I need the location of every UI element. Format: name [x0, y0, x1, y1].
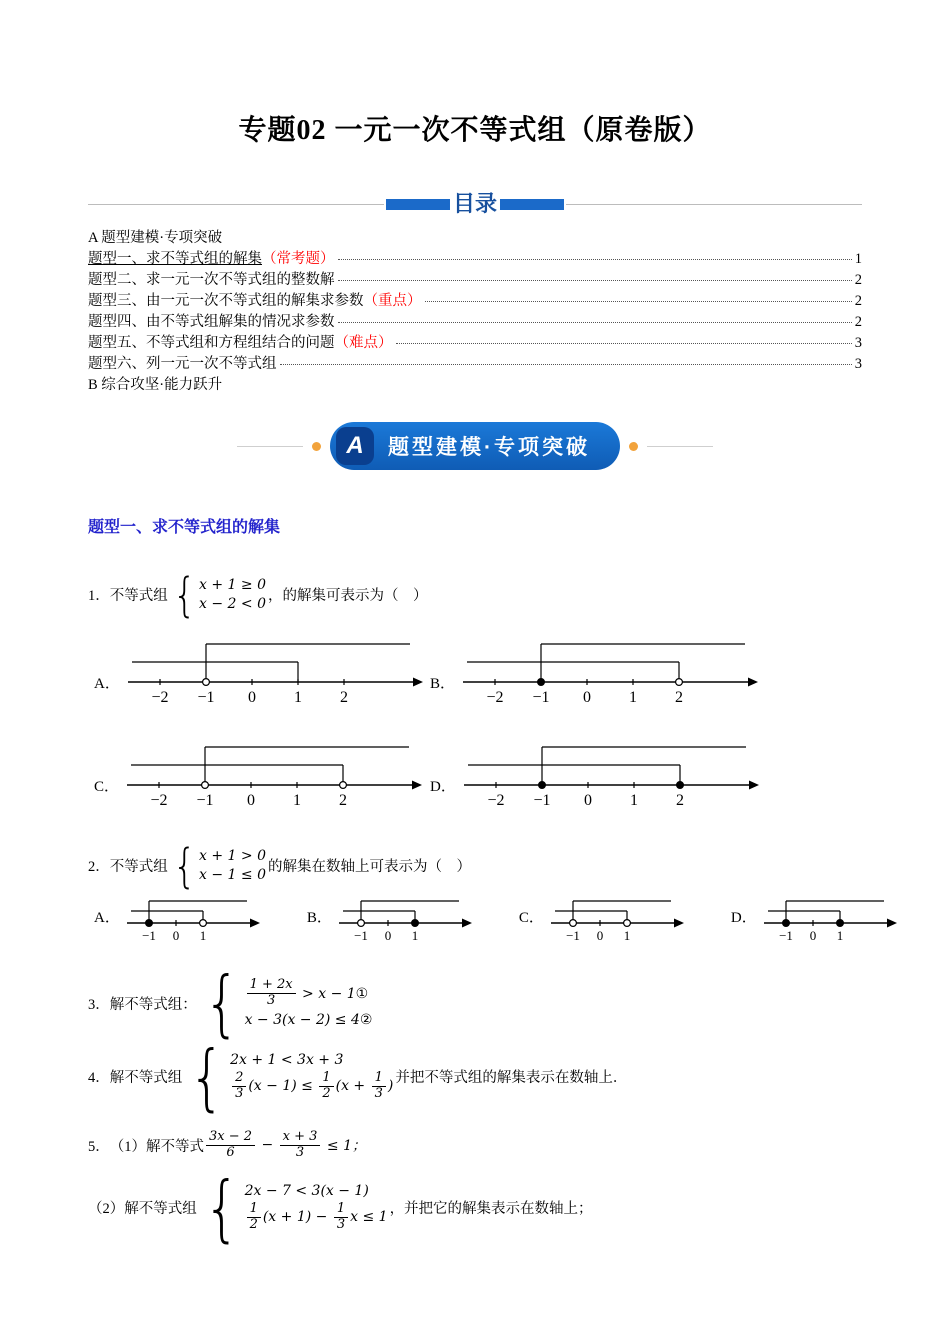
- svg-text:1: 1: [293, 792, 302, 810]
- toc-item-label[interactable]: 题型六、列一元一次不等式组: [88, 356, 277, 373]
- toc-page-number: 2: [854, 314, 862, 331]
- svg-text:0: 0: [172, 928, 180, 944]
- toc-item-label[interactable]: 题型一、求不等式组的解集: [88, 251, 262, 268]
- svg-text:1: 1: [293, 689, 302, 707]
- toc-page-number: 2: [854, 272, 862, 289]
- section-banner: [330, 422, 620, 470]
- problem-1-number: 1．: [88, 588, 110, 605]
- svg-text:−1: −1: [141, 928, 156, 944]
- svg-text:0: 0: [384, 928, 392, 944]
- problem-2-prefix: 不等式组: [109, 859, 168, 876]
- svg-text:2: 2: [675, 792, 684, 810]
- system-line-2: x − 2 < 0: [199, 596, 267, 613]
- banner-deco-dot-left: [312, 442, 321, 451]
- toc-item: [88, 312, 862, 333]
- toc-bar-left: [386, 199, 450, 210]
- problem-2-options-row: [94, 893, 862, 950]
- number-line-2d: [760, 893, 898, 950]
- number-line-2a: [123, 893, 261, 950]
- inequality-system: { x + 1 ≥ 0 x − 2 < 0: [172, 567, 267, 622]
- svg-text:1: 1: [411, 928, 419, 944]
- svg-text:−1: −1: [565, 928, 580, 944]
- toc-section-a: A 题型建模·专项突破: [88, 230, 223, 246]
- toc-dot-leader: [338, 259, 852, 260]
- system-line-1: 2x + 1 < 3x + 3: [230, 1052, 344, 1068]
- svg-text:2: 2: [339, 792, 348, 810]
- section-banner-row: [88, 422, 862, 470]
- option-d: [430, 729, 766, 818]
- problem-5-number: 5．: [88, 1138, 110, 1155]
- svg-text:0: 0: [583, 689, 592, 707]
- number-line-1a: [124, 626, 424, 715]
- toc-dot-leader: [338, 322, 852, 323]
- svg-text:1: 1: [629, 792, 638, 810]
- problem-5-part2-suffix: ，并把它的解集表示在数轴上；: [389, 1201, 593, 1218]
- system-line-2: x − 1 ≤ 0: [199, 867, 267, 884]
- toc-section-b: B 综合攻坚·能力跃升: [88, 377, 223, 394]
- svg-text:0: 0: [247, 792, 256, 810]
- problem-4: [88, 1034, 862, 1119]
- svg-text:−2: −2: [151, 689, 169, 707]
- svg-text:0: 0: [596, 928, 604, 944]
- svg-text:−2: −2: [486, 689, 504, 707]
- inequality-system: { x + 1 > 0 x − 1 ≤ 0: [172, 838, 267, 893]
- toc-bar-right: [500, 199, 564, 210]
- svg-text:1: 1: [836, 928, 843, 944]
- toc-item-label[interactable]: 题型四、由不等式组解集的情况求参数: [88, 314, 335, 331]
- problem-1-prefix: 不等式组: [109, 588, 168, 605]
- toc-item: [88, 291, 862, 312]
- problem-4-suffix: 并把不等式组的解集表示在数轴上．: [395, 1070, 628, 1087]
- problem-5-part1-inequality: $\frac{3x - 2}{6}$ − $\frac{x + 3}{3}$ ≤ 1；: [204, 1130, 366, 1161]
- toc-dot-leader: [338, 280, 852, 281]
- system-line-2: $\frac{2}{3}$ (x − 1) ≤ $\frac{1}{2}$ (x + $\frac{1}{3}$ ): [230, 1071, 393, 1102]
- option-d-label: D．: [730, 910, 757, 927]
- svg-text:−1: −1: [532, 689, 550, 707]
- page-title: 专题02 一元一次不等式组（原卷版）: [238, 115, 712, 146]
- svg-text:−1: −1: [196, 792, 214, 810]
- svg-text:0: 0: [809, 928, 816, 944]
- svg-text:−1: −1: [533, 792, 551, 810]
- svg-text:1: 1: [629, 689, 638, 707]
- problem-4-prefix: 解不等式组: [109, 1070, 183, 1087]
- toc-dot-leader: [280, 364, 852, 365]
- problem-5-part-2: [88, 1165, 862, 1250]
- svg-text:−2: −2: [487, 792, 505, 810]
- toc-item-tag: （难点）: [334, 335, 393, 352]
- toc-item-tag: （重点）: [363, 293, 422, 310]
- problem-3-number: 3．: [88, 996, 110, 1013]
- svg-text:−1: −1: [778, 928, 793, 944]
- problem-3-prefix: 解不等式组：: [109, 996, 197, 1013]
- option-c-label: C．: [94, 779, 120, 796]
- problem-1-options-row-2: [94, 729, 862, 818]
- system-line-1: x + 1 > 0: [199, 848, 267, 865]
- svg-text:2: 2: [675, 689, 684, 707]
- system-line-2: $\frac{1}{2}$ (x + 1) − $\frac{1}{3}$ x ≤ 1: [245, 1202, 388, 1233]
- option-a: [94, 893, 261, 950]
- option-b: [430, 626, 766, 715]
- toc-title: 目录: [452, 191, 498, 216]
- toc-page-number: 3: [854, 335, 862, 352]
- toc-item: [88, 249, 862, 270]
- problem-2-number: 2．: [88, 859, 110, 876]
- toc-dot-leader: [396, 343, 852, 344]
- svg-text:2: 2: [339, 689, 348, 707]
- svg-text:1: 1: [623, 928, 631, 944]
- option-a: [94, 626, 430, 715]
- problem-3: [88, 961, 862, 1046]
- system-line-2: x − 3(x − 2) ≤ 4②: [244, 1012, 373, 1028]
- option-c: [519, 893, 685, 950]
- option-d-label: D．: [430, 779, 456, 796]
- problem-1: [88, 567, 862, 622]
- toc-item-tag: （常考题）: [262, 251, 335, 268]
- svg-text:0: 0: [247, 689, 256, 707]
- problem-5-part-1: [88, 1130, 862, 1161]
- toc-page-number: 3: [854, 356, 862, 373]
- option-a-label: A．: [94, 676, 120, 693]
- number-line-2c: [547, 893, 685, 950]
- system-line-1: x + 1 ≥ 0: [199, 577, 267, 594]
- toc-item-label[interactable]: 题型三、由一元一次不等式组的解集求参数: [88, 293, 364, 310]
- inequality-system: { 2x − 7 < 3(x − 1) $\frac{1}{2}$ (x + 1) − $\frac{1}{3}$ x ≤ 1: [203, 1165, 388, 1250]
- banner-deco-dot-right: [629, 442, 638, 451]
- toc-item: [88, 270, 862, 291]
- inequality-system: { 2x + 1 < 3x + 3 $\frac{2}{3}$ (x − 1) ≤ $\frac{1}{2}$ (x + $\frac{1}{3}$ ): [188, 1034, 394, 1119]
- option-c-label: C．: [518, 910, 544, 927]
- option-c: [94, 729, 430, 818]
- option-d: [731, 893, 898, 950]
- section-1-title: 题型一、求不等式组的解集: [88, 519, 281, 537]
- problem-5-part2-prefix: （2）解不等式组: [88, 1201, 197, 1218]
- svg-text:1: 1: [199, 928, 207, 944]
- inequality-system: { $\frac{1 + 2x}{3}$ > x − 1① x − 3(x − 2) ≤ 4②: [203, 961, 373, 1046]
- svg-text:−1: −1: [353, 928, 368, 944]
- problem-2: [88, 838, 862, 893]
- toc-item-label[interactable]: 题型五、不等式组和方程组结合的问题: [88, 335, 335, 352]
- number-line-1c: [123, 729, 423, 818]
- number-line-2b: [335, 893, 473, 950]
- problem-2-suffix: 的解集在数轴上可表示为（ ）: [268, 859, 472, 876]
- problem-1-options-row-1: [94, 626, 862, 715]
- toc-page-number: 1: [854, 251, 862, 268]
- option-b-label: B．: [430, 676, 456, 693]
- number-line-1d: [460, 729, 760, 818]
- toc-item-label[interactable]: 题型二、求一元一次不等式组的整数解: [88, 272, 335, 289]
- option-b: [307, 893, 473, 950]
- svg-text:0: 0: [583, 792, 592, 810]
- problem-4-number: 4．: [88, 1070, 110, 1087]
- toc-item: [88, 354, 862, 375]
- option-b-label: B．: [306, 910, 332, 927]
- number-line-1b: [459, 626, 759, 715]
- svg-text:−1: −1: [197, 689, 215, 707]
- banner-deco-line-right: [647, 446, 713, 447]
- system-line-1: $\frac{1 + 2x}{3}$ > x − 1①: [245, 978, 369, 1009]
- option-a-label: A．: [94, 910, 120, 927]
- toc-item: [88, 333, 862, 354]
- problem-5-part1-prefix: （1）解不等式: [109, 1138, 204, 1155]
- banner-badge-a: A: [336, 427, 374, 465]
- banner-label: 题型建模·专项突破: [388, 436, 590, 460]
- table-of-contents: [88, 228, 862, 396]
- toc-header: [88, 190, 862, 218]
- toc-page-number: 2: [854, 293, 862, 310]
- banner-deco-line-left: [237, 446, 303, 447]
- system-line-1: 2x − 7 < 3(x − 1): [244, 1182, 369, 1199]
- toc-dot-leader: [425, 301, 852, 302]
- problem-1-suffix: ，的解集可表示为（ ）: [268, 588, 428, 605]
- svg-text:−2: −2: [150, 792, 168, 810]
